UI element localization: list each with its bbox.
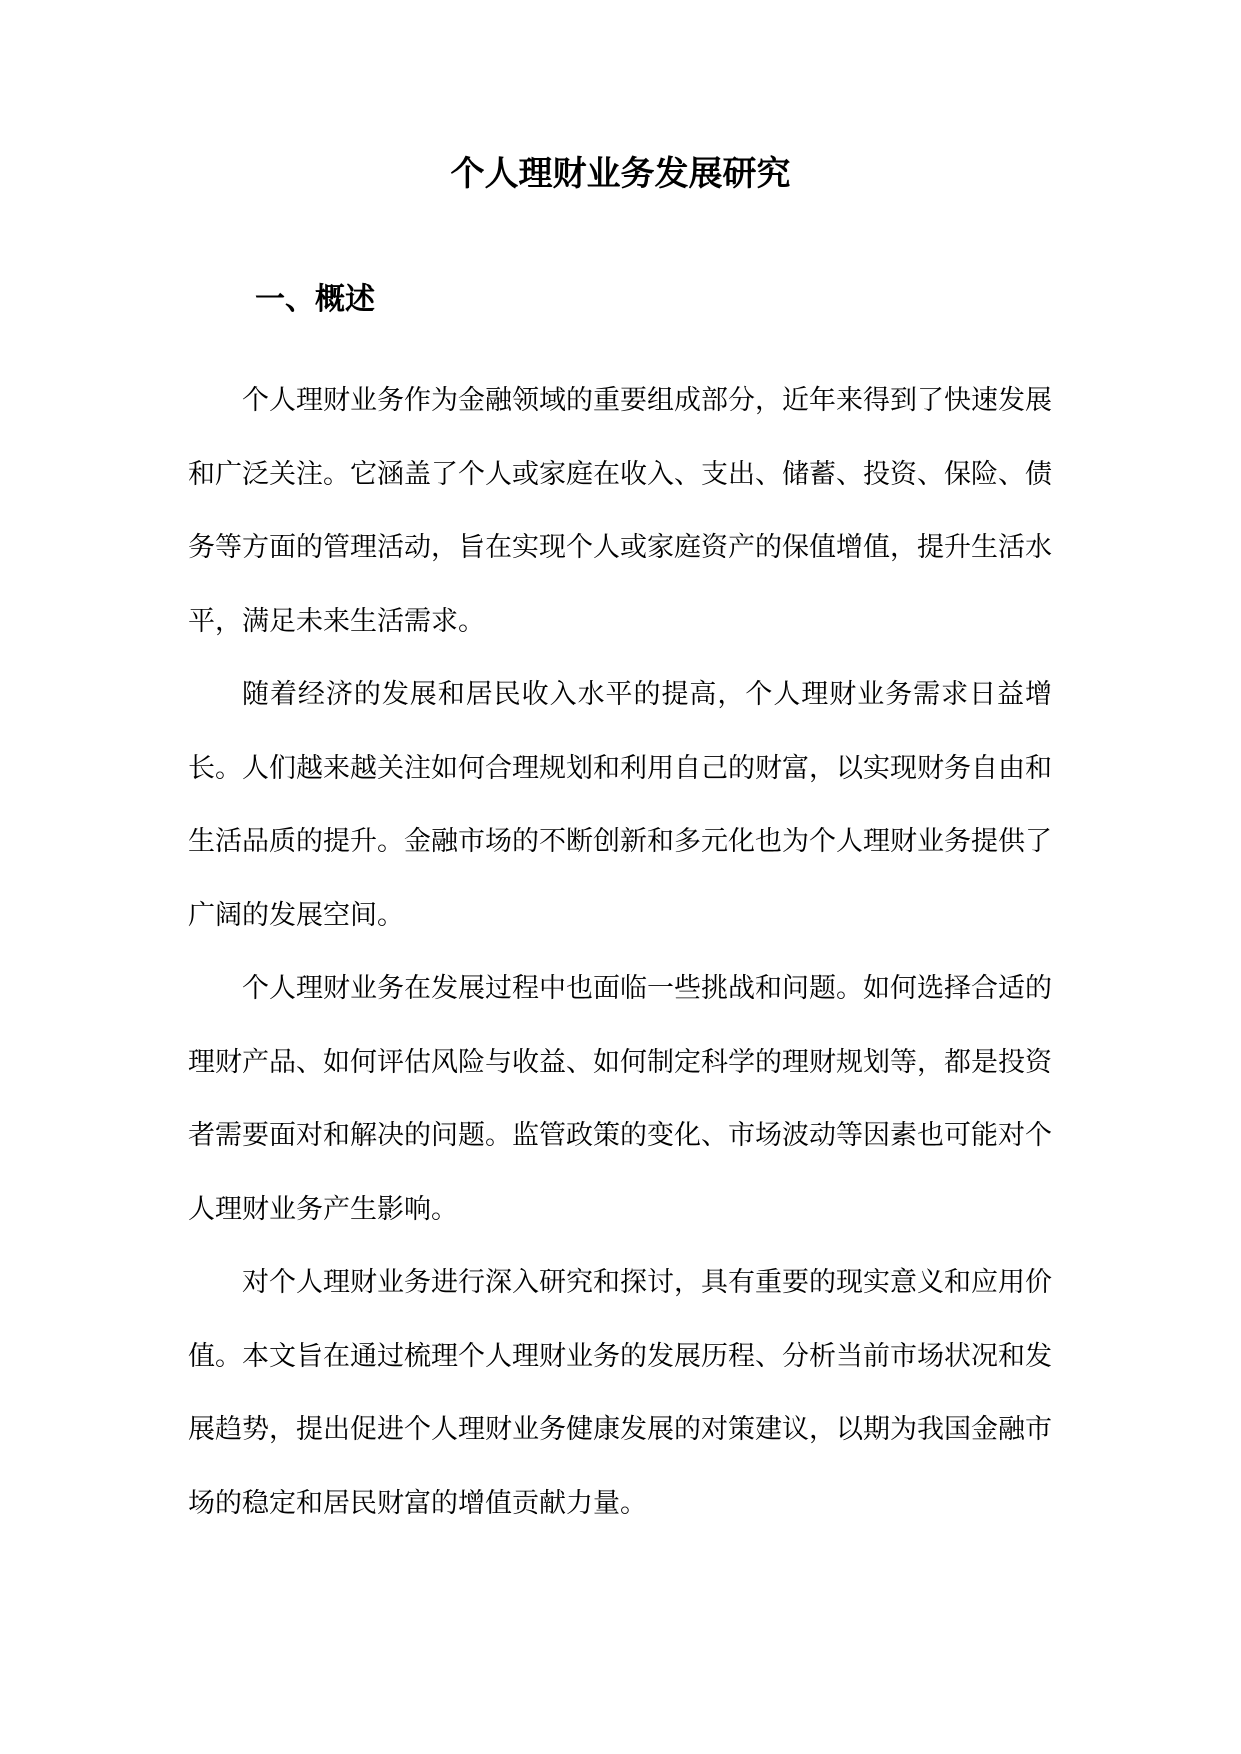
paragraph: 随着经济的发展和居民收入水平的提高，个人理财业务需求日益增长。人们越来越关注如何合理规划和利用自己的财富，以实现财务自由和生活品质的提升。金融市场的不断创新和多元化也为个人理财业务提供了广阔的发展空间。 <box>188 679 1052 931</box>
paragraph: 对个人理财业务进行深入研究和探讨，具有重要的现实意义和应用价值。本文旨在通过梳理个人理财业务的发展历程、分析当前市场状况和发展趋势，提出促进个人理财业务健康发展的对策建议，以期为我国金融市场的稳定和居民财富的增值贡献力量。 <box>188 1267 1052 1519</box>
paragraph: 个人理财业务在发展过程中也面临一些挑战和问题。如何选择合适的理财产品、如何评估风险与收益、如何制定科学的理财规划等，都是投资者需要面对和解决的问题。监管政策的变化、市场波动等因素也可能对个人理财业务产生影响。 <box>188 973 1052 1225</box>
section-heading: 一、概述 <box>255 282 375 317</box>
document-title: 个人理财业务发展研究 <box>450 154 791 194</box>
document-body <box>188 364 1052 1540</box>
paragraph: 个人理财业务作为金融领域的重要组成部分，近年来得到了快速发展和广泛关注。它涵盖了个人或家庭在收入、支出、储蓄、投资、保险、债务等方面的管理活动，旨在实现个人或家庭资产的保值增值，提升生活水平，满足未来生活需求。 <box>188 385 1052 637</box>
